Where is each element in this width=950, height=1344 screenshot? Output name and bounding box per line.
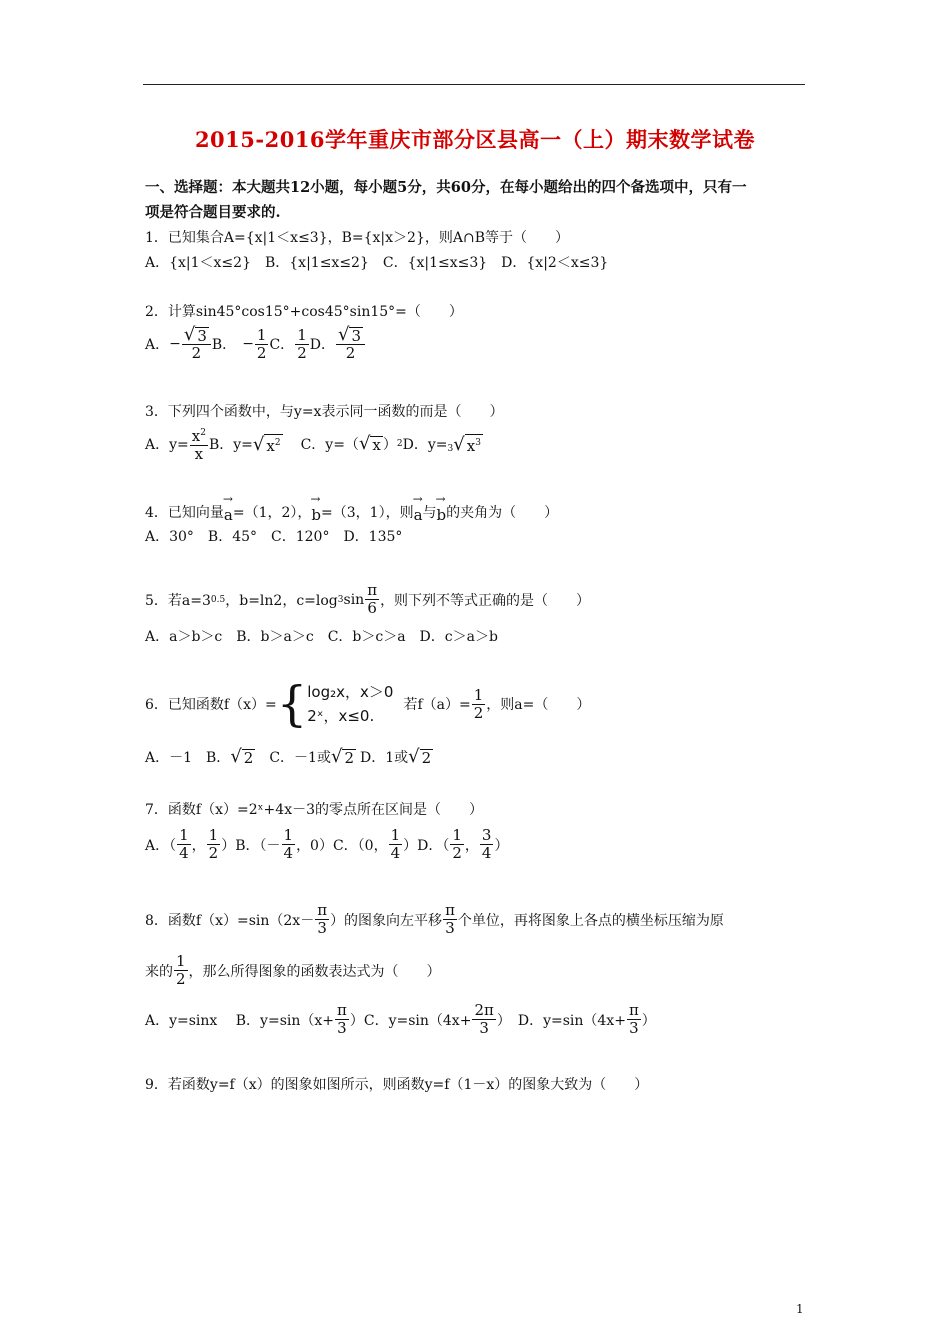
vector-b-ref: → b xyxy=(437,500,447,524)
question-9-stem: 9．若函数y=f（x）的图象如图所示，则函数y=f（1－x）的图象大致为（ ） xyxy=(145,1077,649,1093)
q7-frac-1-4-b: $\frac{1}{4}$ xyxy=(283,826,294,862)
q8-stem-pre: 8．函数f（x）=sin（2x－ xyxy=(145,912,315,929)
q2-minus: − xyxy=(169,336,181,352)
q3-frac-x2-over-x: $\frac{x^2}{x}$ xyxy=(191,427,206,463)
q8-option-d-close: ） xyxy=(641,1012,656,1029)
q7-frac-1-4-c: $\frac{1}{4}$ xyxy=(390,826,401,862)
q6-sqrt2-b: √ 2 xyxy=(230,746,254,767)
q6-sqrt2-d: √ 2 xyxy=(408,746,432,767)
q2-frac-1-over-2-c: $\frac{1}{2}$ xyxy=(297,325,307,362)
q2-frac-sqrt3-over-2: √ 3 2 xyxy=(182,326,211,362)
q2-option-d-label: D． xyxy=(309,337,335,353)
question-4-stem xyxy=(145,500,558,524)
question-5-stem xyxy=(145,582,590,617)
q8-line2-end: ，那么所得图象的函数表达式为（ ） xyxy=(188,963,441,980)
page-number: 1 xyxy=(796,1302,804,1316)
q3-option-a-label: A．y= xyxy=(145,437,189,453)
section-heading-line2: 项是符合题目要求的. xyxy=(145,204,281,221)
q5-sin: sin xyxy=(343,591,365,608)
q8-options-ab: A．y=sinx B．y=sin（x+ xyxy=(145,1012,335,1029)
q2-option-a-label: A． xyxy=(145,337,170,353)
header-rule xyxy=(143,84,805,85)
q4-stem-end: 的夹角为（ ） xyxy=(446,505,559,521)
question-3-stem: 3．下列四个函数中，与y=x表示同一函数的而是（ ） xyxy=(145,404,504,420)
page-title: 2015-2016学年重庆市部分区县高一（上）期末数学试卷 xyxy=(194,127,756,152)
q7-option-c: ，0）C．（0， xyxy=(296,837,388,854)
q7-comma-a: ， xyxy=(191,837,206,854)
question-6-stem xyxy=(145,676,591,732)
question-7-stem: 7．函数f（x）=2ˣ+4x－3的零点所在区间是（ ） xyxy=(145,802,483,818)
q7-frac-1-2-d: $\frac{1}{2}$ xyxy=(452,826,462,862)
q8-frac-pi-3-a: $\frac{\pi}{3}$ xyxy=(317,901,328,937)
question-4-options: A．30° B．45° C．120° D．135° xyxy=(145,529,403,545)
q7-frac-1-4-a: $\frac{1}{4}$ xyxy=(179,826,189,862)
q8-frac-1-2: $\frac{1}{2}$ xyxy=(176,952,186,988)
vector-a: → a xyxy=(224,500,233,524)
question-8-stem-line1 xyxy=(145,902,724,937)
question-8-options xyxy=(145,1002,656,1037)
vector-a-ref: → a xyxy=(414,500,423,524)
q5-stem-pre: 5．若a=3 xyxy=(145,592,211,609)
q7-frac-3-4-d: $\frac{3}{4}$ xyxy=(481,826,492,862)
q6-frac-1-over-2: $\frac{1}{2}$ xyxy=(473,685,484,722)
question-5-options: A．a＞b＞c B．b＞a＞c C．b＞c＞a D．c＞a＞b xyxy=(145,629,498,645)
question-2-options: A． − √ 3 2 B． − $\frac{1}{2}$ C． $\frac{1}{2}$ D． √ 3 2 xyxy=(145,326,366,362)
q3-option-c-exp: 2 xyxy=(396,439,403,449)
q6-options-ab: A．－1 B． xyxy=(145,750,231,766)
q3-sqrt-x: √ x xyxy=(358,433,381,454)
q2-frac-1-over-2-b: $\frac{1}{2}$ xyxy=(256,325,267,362)
q2-option-b-label: B． xyxy=(211,337,237,353)
q6-sqrt2-c: √ 2 xyxy=(330,746,354,767)
q6-option-d: D．1或 xyxy=(360,750,409,766)
q8-frac-2pi-3-opt-c: $\frac{2\pi}{3}$ xyxy=(474,1001,494,1037)
q2-frac-sqrt3-over-2-d: √ 3 2 xyxy=(336,326,365,362)
q5-exponent: 0.5 xyxy=(210,594,226,605)
q7-option-d: ）D．（ xyxy=(403,837,450,854)
q7-option-b: ）B．（－ xyxy=(221,837,281,854)
q6-option-c: C．－1或 xyxy=(255,750,331,766)
q6-stem-end: ，则a=（ ） xyxy=(486,697,591,713)
q8-stem-mid: ）的图象向左平移 xyxy=(330,912,443,929)
q7-option-a: A．（ xyxy=(145,837,177,854)
piecewise-case-2: 2ˣ，x≤0. xyxy=(307,707,375,725)
q4-stem-mid2: =（3，1），则 xyxy=(321,505,414,521)
question-1-stem: 1．已知集合A={x|1＜x≤3}，B={x|x＞2}，则A∩B等于（ ） xyxy=(145,230,569,246)
question-3-options xyxy=(145,425,483,463)
q4-stem-mid1: =（1，2）， xyxy=(232,505,312,521)
q8-line2-pre: 来的 xyxy=(145,963,173,980)
q8-frac-pi-3-b: $\frac{\pi}{3}$ xyxy=(445,901,455,937)
vector-b: → b xyxy=(311,500,321,524)
q5-stem-end: ，则下列不等式正确的是（ ） xyxy=(380,592,591,609)
q3-option-c-close: ） xyxy=(382,437,397,453)
piecewise-function: { log₂x，x＞0 2ˣ，x≤0. xyxy=(276,676,394,732)
q3-option-b-label: B．y= xyxy=(208,437,253,453)
q3-option-d-label: D．y= xyxy=(402,437,448,453)
q8-option-c: ）C．y=sin（4x+ xyxy=(349,1012,472,1029)
q4-stem-pre: 4．已知向量 xyxy=(145,505,224,521)
section-heading-line1: 一、选择题：本大题共12小题，每小题5分，共60分，在每小题给出的四个备选项中，只有一 xyxy=(145,179,747,196)
q5-stem-mid: ，b=ln2，c=log xyxy=(225,592,338,609)
q8-option-d: ） D．y=sin（4x+ xyxy=(496,1012,626,1029)
q3-sqrt-x2: √ $x^2$ xyxy=(252,434,281,455)
question-8-stem-line2 xyxy=(145,953,441,988)
q8-frac-pi-3-opt-b: $\frac{\pi}{3}$ xyxy=(337,1001,347,1037)
question-2-stem: 2．计算sin45°cos15°+cos45°sin15°=（ ） xyxy=(145,304,463,320)
question-1-options: A．{x|1＜x≤2} B．{x|1≤x≤2} C．{x|1≤x≤3} D．{x|2＜x≤3} xyxy=(145,255,609,271)
question-6-options xyxy=(145,747,433,767)
q5-frac-pi-over-6: $\frac{\pi}{6}$ xyxy=(367,581,378,617)
q7-comma-d: ， xyxy=(464,837,479,854)
q8-frac-pi-3-opt-d: $\frac{\pi}{3}$ xyxy=(628,1001,639,1037)
q7-option-d-close: ） xyxy=(494,837,509,854)
q3-cuberoot-x3: 3 √ $x^3$ xyxy=(447,434,481,455)
q2-option-c-label: C． xyxy=(269,337,295,353)
q5-log-base: 3 xyxy=(337,594,344,605)
q6-stem-mid: 若f（a）= xyxy=(403,697,471,713)
question-7-options xyxy=(145,827,508,862)
q8-stem-end: 个单位，再将图象上各点的横坐标压缩为原 xyxy=(457,912,724,929)
q6-stem-pre: 6．已知函数f（x）= xyxy=(145,697,277,713)
q4-stem-and: 与 xyxy=(422,505,437,521)
q7-frac-1-2-a: $\frac{1}{2}$ xyxy=(208,826,219,862)
q3-option-c-label: C．y=（ xyxy=(300,437,359,453)
piecewise-case-1: log₂x，x＞0 xyxy=(307,683,394,701)
